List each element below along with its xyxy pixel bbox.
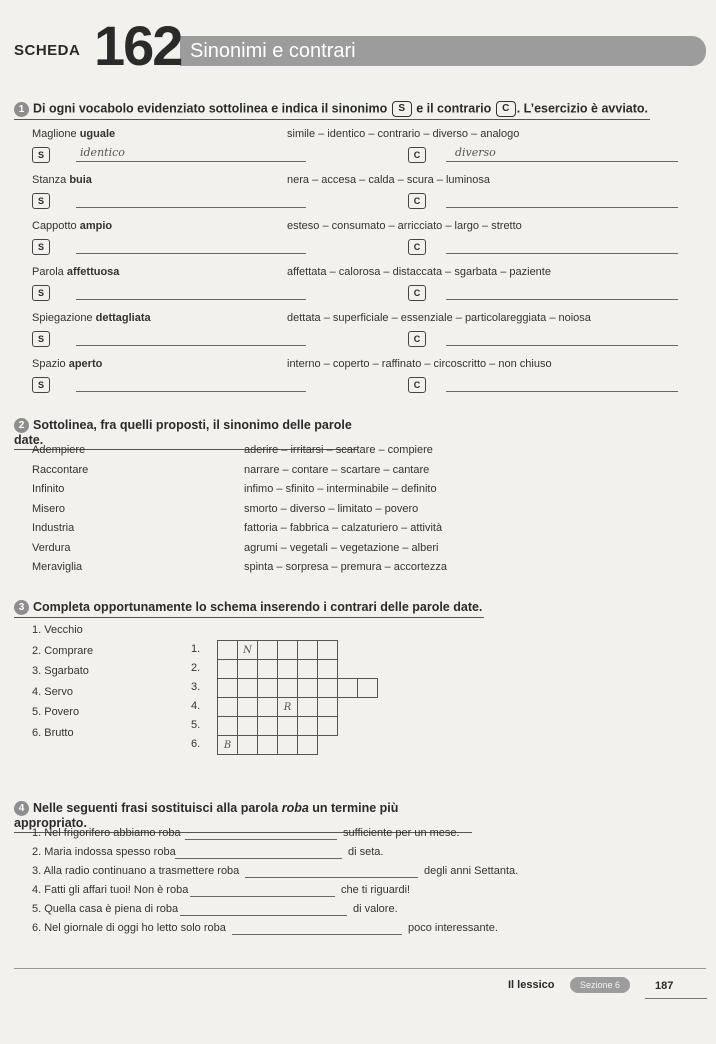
ex2-options[interactable]: infimo – sfinito – interminabile – definito [244,483,437,495]
ex1-word [32,220,112,232]
ex1-word-highlight: affettuosa [66,266,120,278]
synonym-box: S [32,239,50,255]
ex1-options: interno – coperto – raffinato – circoscritto – non chiuso [287,358,552,370]
ex1-word-highlight: dettagliata [95,312,151,324]
ex3-word: 2. Comprare [32,644,94,657]
synonym-answer-line[interactable] [76,299,306,300]
antonym-answer-line[interactable] [446,253,678,254]
ex2-options[interactable]: spinta – sorpresa – premura – accortezza [244,561,447,573]
synonym-answer-line[interactable] [76,207,306,208]
antonym-box: C [408,147,426,163]
sheet-label: SCHEDA [14,42,81,59]
ex3-number-badge: 3 [14,600,29,615]
ex2-options[interactable]: narrare – contare – scartare – cantare [244,463,430,476]
ex3-word: 5. Povero [32,706,80,718]
grid-row-label: 6. [191,738,201,750]
ex1-word [32,358,102,370]
ex3-heading [14,600,484,618]
ex1-word-highlight: buia [69,174,92,186]
ex2-word: Industria [32,522,75,534]
ex2-number-badge: 2 [14,418,29,433]
ex3-word: 3. Sgarbato [32,665,89,677]
ex2-options[interactable]: agrumi – vegetali – vegetazione – alberi [244,541,439,554]
antonym-box: C [408,285,426,301]
ex4-sentence-end: sufficiente per un mese. [343,827,460,839]
ex1-options: affettata – calorosa – distaccata – sgarbata – paziente [287,266,551,278]
ex2-word: Raccontare [32,463,89,476]
ex4-answer-line[interactable] [232,934,402,935]
footer-title: Il lessico [508,979,555,991]
antonym-answer-line[interactable] [446,207,678,208]
antonym-answer[interactable]: diverso [455,146,496,159]
synonym-box: S [32,377,50,393]
ex1-options: nera – accesa – calda – scura – luminosa [287,174,491,186]
ex1-word [32,174,92,186]
ex4-sentence-start: 1. Nel frigorifero abbiamo roba [32,827,181,839]
ex2-word: Verdura [32,541,71,554]
antonym-answer-line[interactable] [446,345,678,346]
ex4-answer-line[interactable] [185,839,337,840]
ex3-word: 1. Vecchio [32,624,83,636]
ex1-instruction-c: . L’esercizio è avviato. [516,101,649,116]
ex2-word: Misero [32,502,66,515]
synonym-answer-line[interactable] [76,391,306,392]
ex1-word-prefix: Maglione [32,128,80,140]
grid-row-label: 2. [191,662,201,674]
ex2-options[interactable]: fattoria – fabbrica – calzaturiero – attività [244,522,443,534]
ex4-number-badge: 4 [14,801,29,816]
ex1-word [32,128,115,140]
ex3-word: 4. Servo [32,685,73,698]
ex1-word-highlight: aperto [68,358,103,370]
ex4-answer-line[interactable] [245,877,418,878]
ex1-word-prefix: Cappotto [32,220,80,232]
page-title: Sinonimi e contrari [190,40,356,62]
ex4-sentence-end: poco interessante. [408,922,498,934]
synonym-answer-line[interactable] [76,161,306,162]
grid-row-3 [217,678,378,698]
grid-row-label: 5. [191,719,201,731]
ex3-instruction: Completa opportunamente lo schema inserendo i contrari delle parole date. [33,600,483,614]
footer-page-number: 187 [655,980,674,992]
hint-cell-1[interactable]: N [238,641,258,660]
ex1-word-prefix: Parola [32,266,67,278]
antonym-box: C [408,331,426,347]
ex4-sentence-start: 4. Fatti gli affari tuoi! Non è roba [32,884,189,896]
ex1-word [32,266,119,278]
ex4-sentence-end: che ti riguardi! [341,884,411,896]
ex4-answer-line[interactable] [190,896,335,897]
ex2-word: Infinito [32,483,65,495]
ex1-word-highlight: ampio [79,220,113,232]
synonym-box: S [32,147,50,163]
ex2-options[interactable]: aderire – irritarsi – scartare – compiere [244,444,433,456]
ex3-word: 6. Brutto [32,726,74,739]
antonym-box: C [408,193,426,209]
antonym-answer-line[interactable] [446,299,678,300]
antonym-answer-line[interactable] [446,161,678,162]
footer-section-badge: Sezione 6 [570,977,630,993]
synonym-answer-line[interactable] [76,345,306,346]
ex2-word: Meraviglia [32,561,83,573]
ex1-word-prefix: Spiegazione [32,312,96,324]
ex1-heading [14,101,650,120]
ex2-instruction: Sottolinea, fra quelli proposti, il sinonimo delle parole date. [14,418,352,448]
synonym-icon: S [392,101,412,117]
ex1-instruction-b: e il contrario [416,101,492,116]
grid-row-label: 3. [191,681,201,693]
synonym-box: S [32,285,50,301]
ex4-sentence-end: di valore. [353,903,398,915]
ex1-options: esteso – consumato – arricciato – largo – stretto [287,220,522,232]
ex1-options: simile – identico – contrario – diverso – analogo [287,128,520,140]
grid-row-4 [217,697,338,717]
synonym-box: S [32,331,50,347]
grid-row-label: 1. [191,643,201,655]
synonym-box: S [32,193,50,209]
ex4-sentence-start: 6. Nel giornale di oggi ho letto solo roba [32,922,226,934]
ex4-sentence-end: degli anni Settanta. [424,865,519,877]
hint-cell-6[interactable]: B [218,736,238,755]
footer-divider [14,968,706,969]
antonym-box: C [408,377,426,393]
synonym-answer-line[interactable] [76,253,306,254]
antonym-answer-line[interactable] [446,391,678,392]
hint-cell-4[interactable]: R [278,698,298,717]
ex2-options[interactable]: smorto – diverso – limitato – povero [244,502,419,515]
synonym-answer[interactable]: identico [80,146,125,159]
grid-row-5 [217,716,338,736]
grid-row-label: 4. [191,700,201,712]
sheet-number: 162 [94,14,182,77]
ex4-answer-line[interactable] [180,915,347,916]
ex4-instruction-word: roba [281,801,309,815]
ex1-instruction-a: Di ogni vocabolo evidenziato sottolinea e indica il sinonimo [33,101,388,116]
ex4-instruction-b: un termine più appropriato. [14,801,399,831]
ex4-sentence-start: 5. Quella casa è piena di roba [32,903,179,915]
footer-page-rule [645,998,707,999]
ex1-options: dettata – superficiale – essenziale – particolareggiata – noiosa [287,312,591,324]
antonym-box: C [408,239,426,255]
grid-row-6 [217,735,318,755]
ex4-sentence-start: 2. Maria indossa spesso roba [32,846,176,858]
grid-row-1 [217,640,338,660]
ex4-answer-line[interactable] [175,858,342,859]
ex1-word-prefix: Stanza [32,174,70,186]
ex2-word: Adempiere [32,444,86,456]
ex4-instruction-a: Nelle seguenti frasi sostituisci alla parola [33,801,282,815]
ex1-word [32,312,151,324]
ex1-word-prefix: Spazio [32,358,69,370]
ex1-number-badge: 1 [14,102,29,117]
grid-row-2 [217,659,338,679]
ex1-word-highlight: uguale [79,128,116,140]
ex4-sentence-start: 3. Alla radio continuano a trasmettere roba [32,865,240,877]
antonym-icon: C [496,101,516,117]
ex4-sentence-end: di seta. [348,846,384,858]
